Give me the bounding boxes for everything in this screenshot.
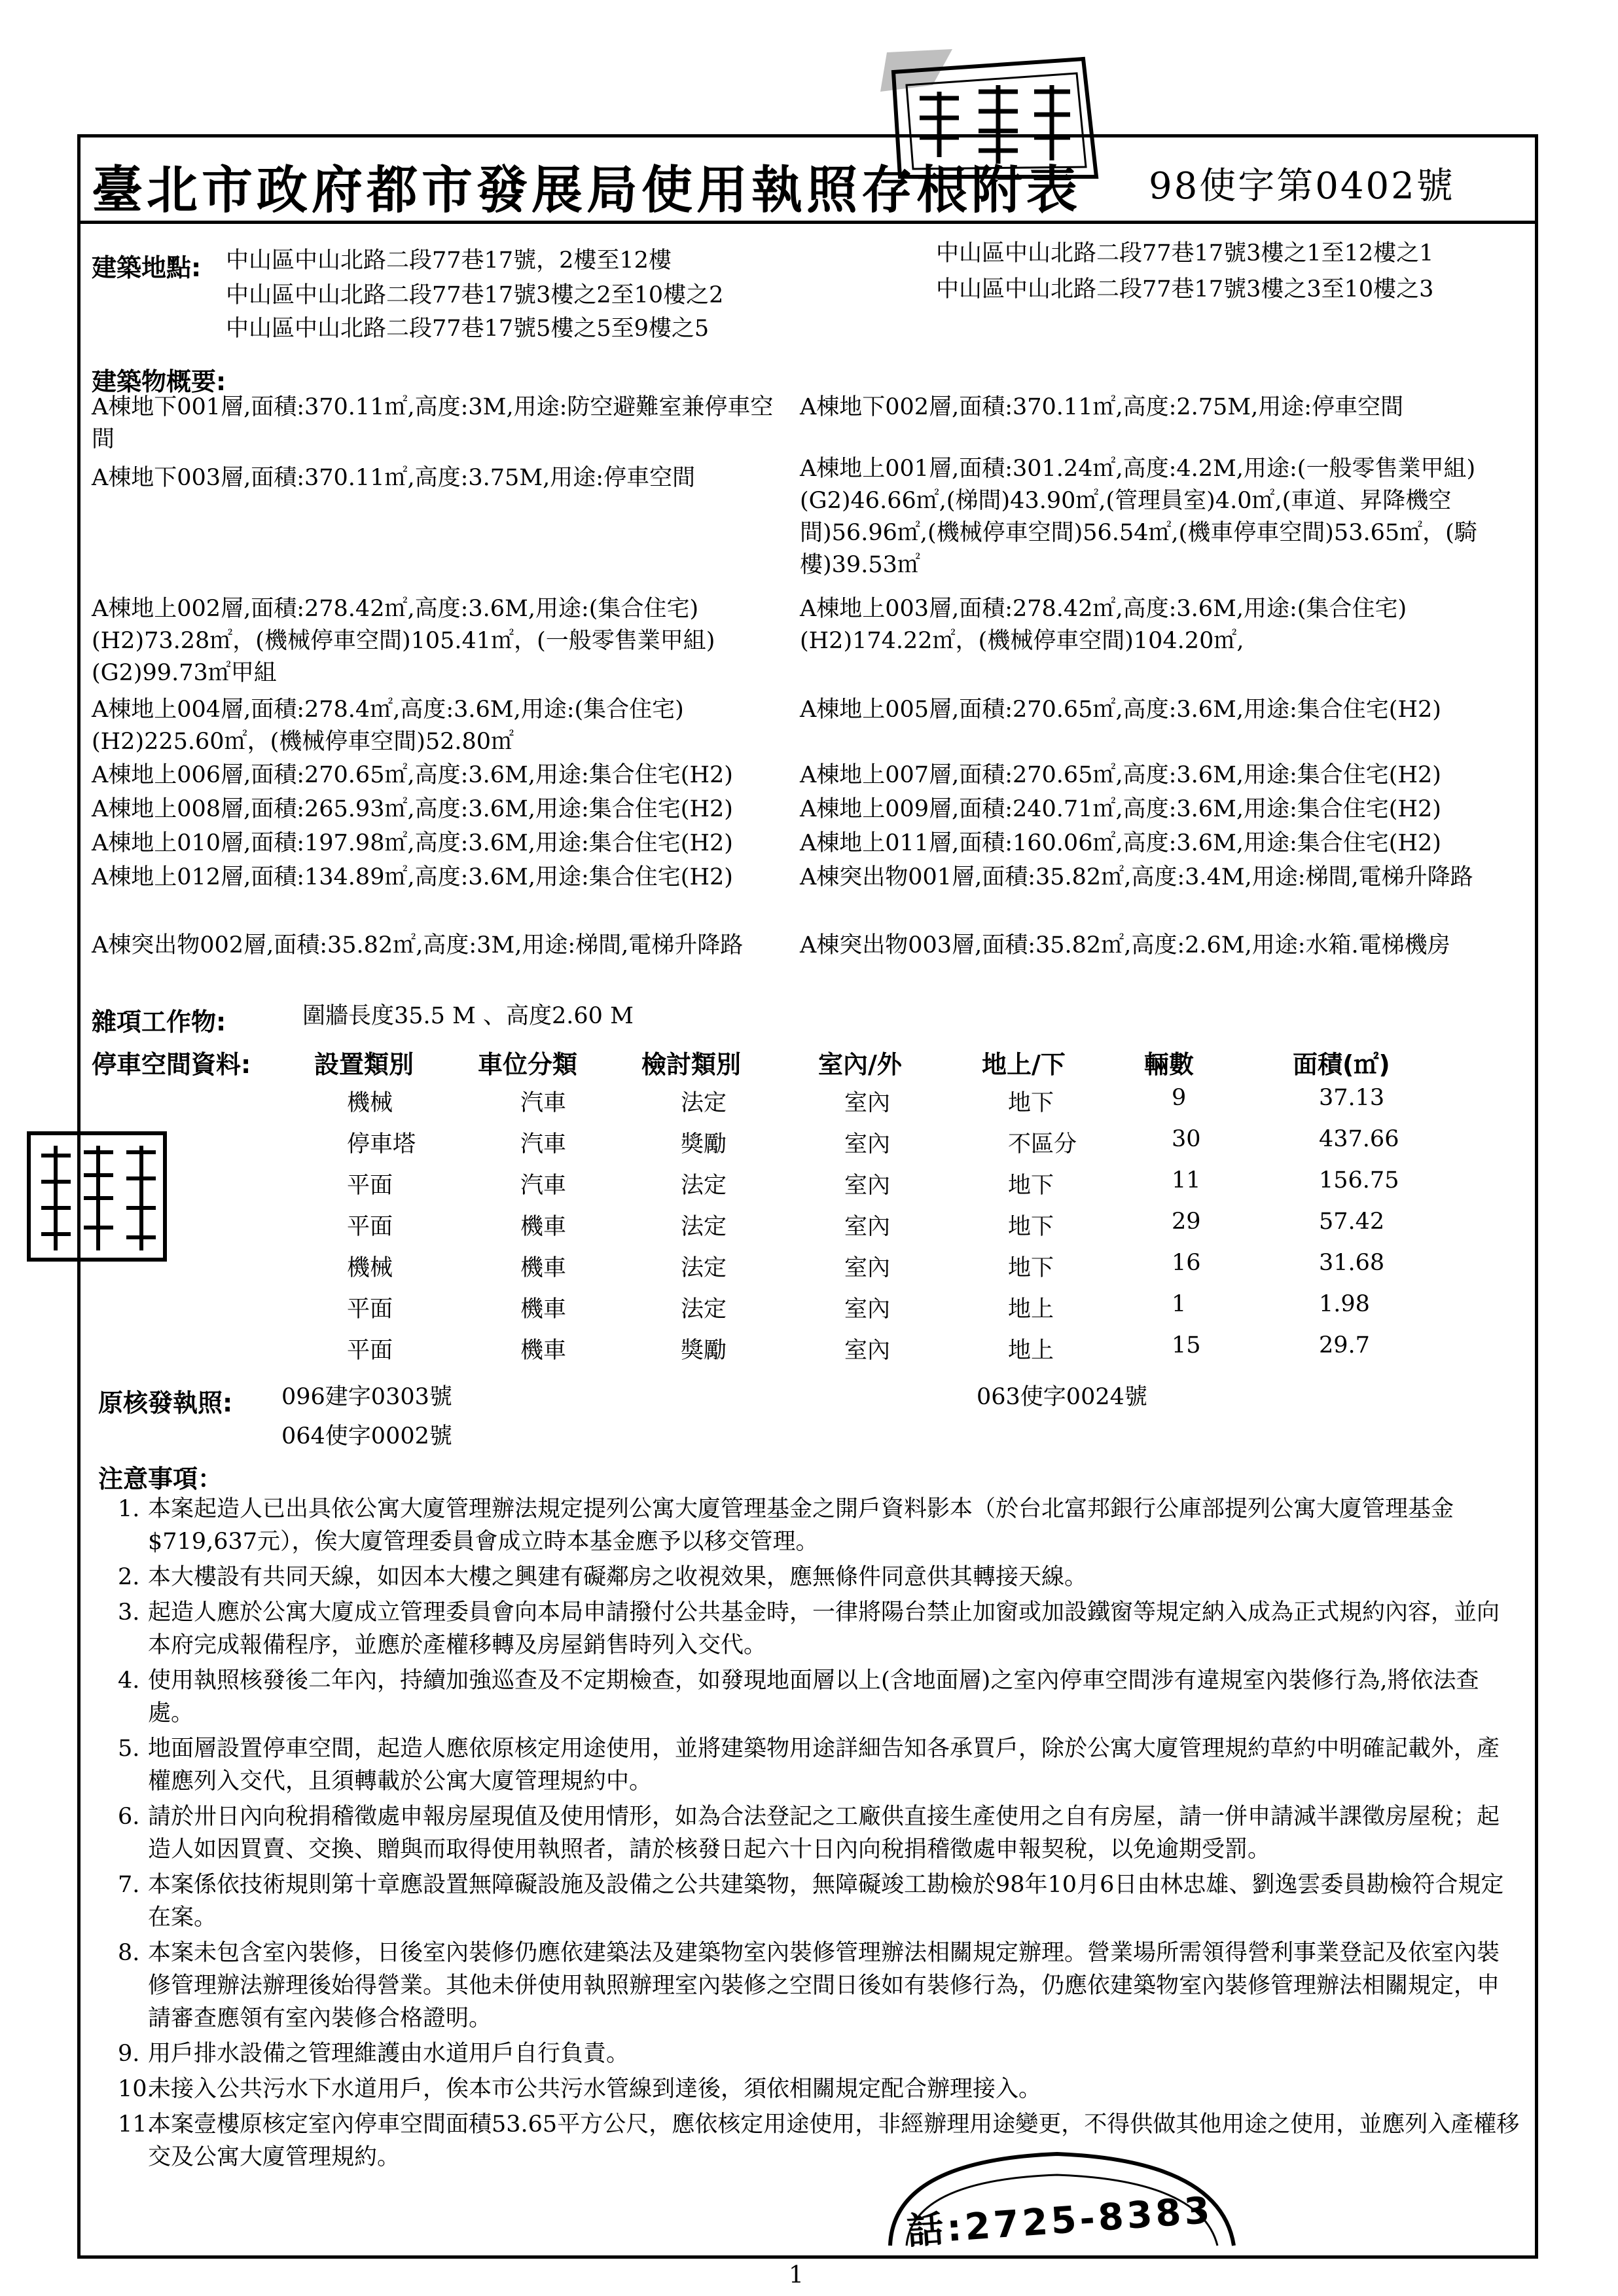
parking-cell-inout: 室內 [844, 1255, 891, 1281]
parking-cell-area: 1.98 [1319, 1291, 1370, 1317]
parking-cell-type: 機械 [347, 1255, 393, 1281]
parking-cell-review: 獎勵 [681, 1338, 727, 1364]
parking-cell-count: 15 [1172, 1332, 1201, 1358]
note-text: 請於卅日內向稅捐稽徵處申報房屋現值及使用情形，如為合法登記之工廠供直接生產使用之自有房屋，請一併申請減半課徵房屋稅；起造人如因買賣、交換、贈與而取得使用執照者，請於核發日起六十日內向稅捐稽徵處申報契稅，以免逾期受罰。 [148, 1804, 1500, 1863]
floor-12f: A棟地上012層,面積:134.89㎡,高度:3.6M,用途:集合住宅(H2) [92, 864, 733, 890]
note-text: 本案係依技術規則第十章應設置無障礙設施及設備之公共建築物，無障礙竣工勘檢於98年10月6日由林忠雄、劉逸雲委員勘檢符合規定在案。 [148, 1872, 1504, 1931]
parking-cell-level: 地下 [1008, 1255, 1054, 1281]
misc-works-label: 雜項工作物: [92, 1008, 226, 1036]
parking-label: 停車空間資料: [92, 1050, 251, 1079]
parking-cell-review: 法定 [681, 1214, 727, 1240]
floor-r2: A棟突出物002層,面積:35.82㎡,高度:3M,用途:梯間,電梯升降路 [92, 932, 744, 958]
parking-cell-level: 地上 [1008, 1296, 1054, 1322]
floor-1f: A棟地上001層,面積:301.24㎡,高度:4.2M,用途:(一般零售業甲組)(G2)46.66㎡,(梯間)43.90㎡,(管理員室)4.0㎡,(車道、昇降機空間)56.96㎡,(機械停車空間)56.54㎡,(機車停車空間)53.65㎡，(騎樓)39.53㎡ [800, 456, 1477, 578]
floor-4f: A棟地上004層,面積:278.4㎡,高度:3.6M,用途:(集合住宅)(H2)225.60㎡，(機械停車空間)52.80㎡ [92, 697, 684, 755]
overview-label: 建築物概要: [92, 367, 226, 396]
document-number: 98使字第0402號 [1149, 165, 1455, 208]
note-text: 本案壹樓原核定室內停車空間面積53.65平方公尺，應依核定用途使用，非經辦理用途變更，不得供做其他用途之使用，並應列入產權移交及公寓大廈管理規約。 [148, 2111, 1520, 2170]
note-item [118, 2037, 1522, 2070]
parking-header-inout: 室內/外 [818, 1050, 902, 1079]
location-line-5: 中山區中山北路二段77巷17號5樓之5至9樓之5 [226, 316, 710, 342]
floor-3f: A棟地上003層,面積:278.42㎡,高度:3.6M,用途:(集合住宅)(H2)174.22㎡，(機械停車空間)104.20㎡, [800, 596, 1407, 654]
parking-cell-type: 平面 [347, 1296, 393, 1322]
parking-cell-count: 16 [1172, 1250, 1201, 1276]
location-line-2: 中山區中山北路二段77巷17號3樓之1至12樓之1 [936, 240, 1434, 266]
document-title: 臺北市政府都市發展局使用執照存根附表 [92, 160, 1082, 220]
note-item [118, 2073, 1522, 2105]
parking-cell-type: 停車塔 [347, 1131, 416, 1157]
parking-cell-inout: 室內 [844, 1090, 891, 1116]
note-number: 3. [118, 1599, 140, 1626]
parking-cell-count: 29 [1172, 1209, 1201, 1235]
note-number: 11. [118, 2111, 154, 2138]
parking-cell-count: 11 [1172, 1167, 1201, 1194]
floor-2f: A棟地上002層,面積:278.42㎡,高度:3.6M,用途:(集合住宅)(H2)73.28㎡，(機械停車空間)105.41㎡，(一般零售業甲組)(G2)99.73㎡甲組 [92, 596, 715, 686]
parking-cell-class: 汽車 [520, 1173, 567, 1199]
floor-b2: A棟地下002層,面積:370.11㎡,高度:2.75M,用途:停車空間 [800, 394, 1404, 420]
note-number: 10. [118, 2076, 154, 2102]
original-license-3: 064使字0002號 [281, 1423, 452, 1449]
note-text: 用戶排水設備之管理維護由水道用戶自行負責。 [148, 2041, 630, 2067]
parking-cell-review: 獎勵 [681, 1131, 727, 1157]
parking-header-class: 車位分類 [478, 1050, 578, 1079]
parking-cell-type: 平面 [347, 1338, 393, 1364]
note-number: 9. [118, 2041, 140, 2067]
parking-cell-area: 57.42 [1319, 1209, 1385, 1235]
parking-cell-inout: 室內 [844, 1173, 891, 1199]
parking-cell-inout: 室內 [844, 1214, 891, 1240]
location-line-4: 中山區中山北路二段77巷17號3樓之3至10樓之3 [936, 276, 1434, 302]
floor-b3: A棟地下003層,面積:370.11㎡,高度:3.75M,用途:停車空間 [92, 465, 696, 491]
parking-header-area: 面積(㎡) [1293, 1050, 1390, 1079]
note-number: 1. [118, 1496, 140, 1522]
note-item [118, 1800, 1522, 1866]
parking-cell-area: 29.7 [1319, 1332, 1370, 1358]
parking-cell-inout: 室內 [844, 1131, 891, 1157]
note-text: 本案未包含室內裝修，日後室內裝修仍應依建築法及建築物室內裝修管理辦法相關規定辦理。營業場所需領得營利事業登記及依室內裝修管理辦法辦理後始得營業。其他未併使用執照辦理室內裝修之空間日後如有裝修行為，仍應依建築物室內裝修管理辦法相關規定，申請審查應領有室內裝修合格證明。 [148, 1940, 1500, 2032]
note-text: 本案起造人已出具依公寓大廈管理辦法規定提列公寓大廈管理基金之開戶資料影本（於台北富邦銀行公庫部提列公寓大廈管理基金$719,637元），俟大廈管理委員會成立時本基金應予以移交管理。 [148, 1496, 1454, 1555]
floor-11f: A棟地上011層,面積:160.06㎡,高度:3.6M,用途:集合住宅(H2) [800, 830, 1441, 856]
parking-cell-class: 汽車 [520, 1090, 567, 1116]
parking-cell-area: 37.13 [1319, 1085, 1385, 1111]
floor-10f: A棟地上010層,面積:197.98㎡,高度:3.6M,用途:集合住宅(H2) [92, 830, 733, 856]
original-license-1: 096建字0303號 [281, 1384, 452, 1410]
note-item [118, 1937, 1522, 2035]
parking-cell-count: 1 [1172, 1291, 1187, 1317]
phone-stamp [880, 2134, 1247, 2252]
note-number: 2. [118, 1564, 140, 1590]
note-text: 地面層設置停車空間，起造人應依原核定用途使用，並將建築物用途詳細告知各承買戶，除於公寓大廈管理規約草約中明確記載外，產權應列入交代，且須轉載於公寓大廈管理規約中。 [148, 1736, 1500, 1795]
parking-cell-class: 機車 [520, 1296, 567, 1322]
misc-works-value: 圍牆長度35.5 M 、高度2.60 M [302, 1003, 634, 1029]
note-text: 起造人應於公寓大廈成立管理委員會向本局申請撥付公共基金時，一律將陽台禁止加窗或加設鐵窗等規定納入成為正式規約內容，並向本府完成報備程序，並應於產權移轉及房屋銷售時列入交代。 [148, 1599, 1500, 1658]
note-text: 未接入公共污水下水道用戶，俟本市公共污水管線到達後，須依相關規定配合辦理接入。 [148, 2076, 1042, 2102]
parking-cell-inout: 室內 [844, 1338, 891, 1364]
parking-cell-class: 機車 [520, 1255, 567, 1281]
parking-header-count: 輛數 [1144, 1050, 1195, 1079]
floor-7f: A棟地上007層,面積:270.65㎡,高度:3.6M,用途:集合住宅(H2) [800, 762, 1441, 788]
parking-cell-level: 地上 [1008, 1338, 1054, 1364]
note-item [118, 1561, 1522, 1594]
floor-8f: A棟地上008層,面積:265.93㎡,高度:3.6M,用途:集合住宅(H2) [92, 796, 733, 822]
floor-9f: A棟地上009層,面積:240.71㎡,高度:3.6M,用途:集合住宅(H2) [800, 796, 1441, 822]
notes-list [118, 1493, 1522, 2176]
notes-label: 注意事項： [98, 1465, 223, 1493]
note-text: 使用執照核發後二年內，持續加強巡查及不定期檢查，如發現地面層以上(含地面層)之室內停車空間涉有違規室內裝修行為,將依法查處。 [148, 1667, 1479, 1726]
parking-cell-review: 法定 [681, 1173, 727, 1199]
note-item [118, 2108, 1522, 2174]
parking-cell-area: 31.68 [1319, 1250, 1385, 1276]
parking-cell-area: 156.75 [1319, 1167, 1399, 1194]
floor-6f: A棟地上006層,面積:270.65㎡,高度:3.6M,用途:集合住宅(H2) [92, 762, 733, 788]
floor-r3: A棟突出物003層,面積:35.82㎡,高度:2.6M,用途:水箱.電梯機房 [800, 932, 1450, 958]
original-license-label: 原核發執照: [98, 1389, 233, 1417]
parking-cell-level: 地下 [1008, 1214, 1054, 1240]
parking-cell-inout: 室內 [844, 1296, 891, 1322]
parking-cell-count: 30 [1172, 1126, 1201, 1152]
parking-cell-review: 法定 [681, 1090, 727, 1116]
note-item [118, 1596, 1522, 1662]
floor-5f: A棟地上005層,面積:270.65㎡,高度:3.6M,用途:集合住宅(H2) [800, 697, 1441, 723]
page-number: 1 [789, 2262, 804, 2289]
parking-cell-level: 地下 [1008, 1090, 1054, 1116]
parking-cell-level: 地下 [1008, 1173, 1054, 1199]
floor-r1: A棟突出物001層,面積:35.82㎡,高度:3.4M,用途:梯間,電梯升降路 [800, 864, 1473, 890]
parking-cell-review: 法定 [681, 1255, 727, 1281]
parking-cell-class: 汽車 [520, 1131, 567, 1157]
parking-cell-area: 437.66 [1319, 1126, 1399, 1152]
parking-header-review: 檢討類別 [641, 1050, 742, 1079]
phone-stamp-text: 話:2725-8383 [905, 2189, 1215, 2253]
parking-cell-class: 機車 [520, 1338, 567, 1364]
parking-cell-review: 法定 [681, 1296, 727, 1322]
note-number: 6. [118, 1804, 140, 1830]
location-label: 建築地點: [92, 253, 202, 282]
note-item [118, 1493, 1522, 1558]
parking-cell-type: 機械 [347, 1090, 393, 1116]
note-number: 4. [118, 1667, 140, 1694]
note-item [118, 1664, 1522, 1730]
parking-cell-type: 平面 [347, 1173, 393, 1199]
note-item [118, 1868, 1522, 1934]
floor-b1: A棟地下001層,面積:370.11㎡,高度:3M,用途:防空避難室兼停車空間 [92, 394, 774, 452]
note-text: 本大樓設有共同天線，如因本大樓之興建有礙鄰房之收視效果，應無條件同意供其轉接天線。 [148, 1564, 1088, 1590]
parking-cell-class: 機車 [520, 1214, 567, 1240]
note-number: 7. [118, 1872, 140, 1898]
location-line-1: 中山區中山北路二段77巷17號，2樓至12樓 [226, 247, 672, 274]
note-item [118, 1732, 1522, 1798]
parking-header-level: 地上/下 [982, 1050, 1066, 1079]
parking-header-type: 設置類別 [314, 1050, 414, 1079]
parking-cell-type: 平面 [347, 1214, 393, 1240]
parking-cell-count: 9 [1172, 1085, 1187, 1111]
note-number: 8. [118, 1940, 140, 1966]
location-line-3: 中山區中山北路二段77巷17號3樓之2至10樓之2 [226, 282, 724, 308]
parking-cell-level: 不區分 [1008, 1131, 1077, 1157]
note-number: 5. [118, 1736, 140, 1762]
original-license-2: 063使字0024號 [977, 1384, 1147, 1410]
